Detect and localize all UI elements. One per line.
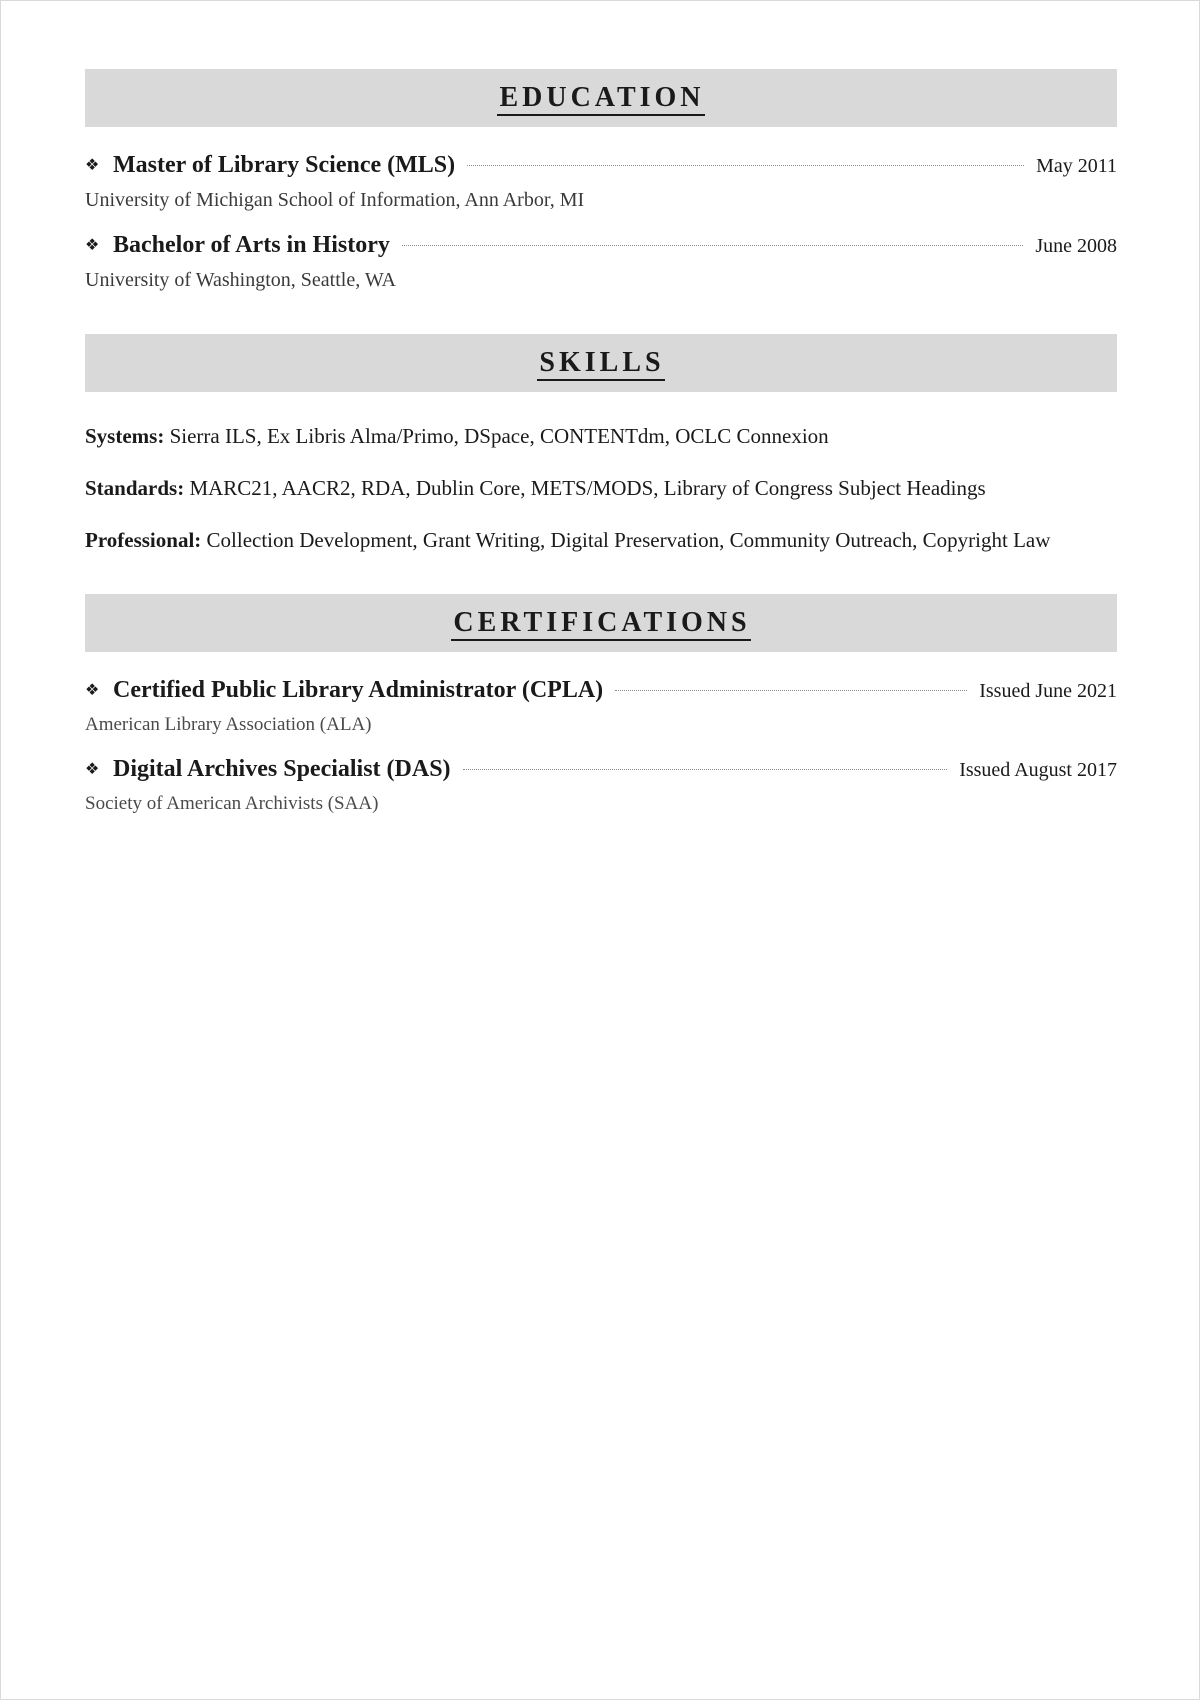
diamond-bullet-icon: ❖: [85, 155, 100, 174]
degree-date: May 2011: [1036, 155, 1117, 177]
entry-line: [85, 152, 1117, 186]
certification-title: Digital Archives Specialist (DAS): [113, 756, 451, 782]
certification-issuer: American Library Association (ALA): [85, 714, 372, 735]
dotted-leader: [463, 769, 948, 770]
skill-line-systems: [85, 421, 1117, 451]
certification-entry: [85, 756, 1117, 818]
education-section-header: [85, 69, 1117, 127]
diamond-bullet-icon: ❖: [85, 235, 100, 254]
entry-line: [85, 756, 1117, 790]
education-entry: [85, 232, 1117, 294]
skill-line-professional: [85, 525, 1117, 555]
institution: University of Michigan School of Information, Ann Arbor, MI: [85, 189, 585, 211]
degree-date: June 2008: [1035, 235, 1117, 257]
certification-entry: [85, 677, 1117, 739]
degree-title: Bachelor of Arts in History: [113, 232, 390, 258]
education-heading: EDUCATION: [497, 83, 704, 116]
skill-text: MARC21, AACR2, RDA, Dublin Core, METS/MODS, Library of Congress Subject Headings: [184, 476, 986, 500]
certification-title: Certified Public Library Administrator (CPLA): [113, 677, 604, 703]
skill-label: Systems:: [85, 424, 165, 448]
education-entry: [85, 152, 1117, 214]
skill-text: Collection Development, Grant Writing, Digital Preservation, Community Outreach, Copyright Law: [201, 528, 1051, 552]
institution: University of Washington, Seattle, WA: [85, 269, 396, 291]
certification-issuer: Society of American Archivists (SAA): [85, 793, 379, 814]
certifications-section-header: [85, 594, 1117, 652]
degree-title: Master of Library Science (MLS): [113, 152, 456, 178]
skill-label: Professional:: [85, 528, 202, 552]
entry-line: [85, 677, 1117, 711]
certifications-heading: CERTIFICATIONS: [451, 608, 750, 641]
skill-text: Sierra ILS, Ex Libris Alma/Primo, DSpace, CONTENTdm, OCLC Connexion: [164, 424, 829, 448]
skill-label: Standards:: [85, 476, 185, 500]
skill-line-standards: [85, 473, 1117, 503]
skills-heading: SKILLS: [537, 348, 664, 381]
diamond-bullet-icon: ❖: [85, 680, 100, 699]
dotted-leader: [615, 690, 967, 691]
certification-date: Issued June 2021: [979, 680, 1117, 702]
diamond-bullet-icon: ❖: [85, 759, 100, 778]
certification-date: Issued August 2017: [959, 759, 1117, 781]
dotted-leader: [467, 165, 1024, 166]
dotted-leader: [402, 245, 1023, 246]
skills-section-header: [85, 334, 1117, 392]
entry-line: [85, 232, 1117, 266]
